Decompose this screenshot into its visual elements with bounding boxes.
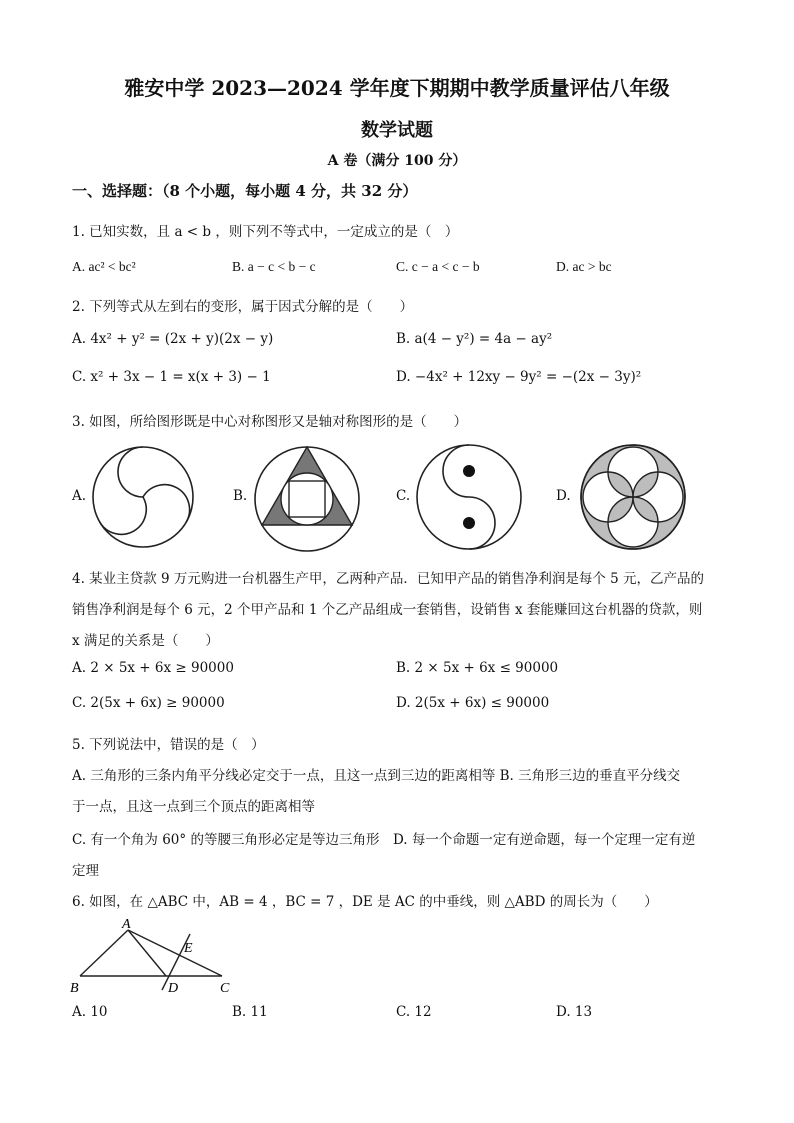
section-heading: 一、选择题：（8 个小题，每小题 4 分，共 32 分） (72, 182, 418, 200)
q3-figure-a (90, 444, 196, 550)
q3-option-c-label: C. (396, 488, 411, 504)
question-4-line-3: x 满足的关系是（ ） (72, 633, 219, 649)
question-2-stem: 2. 下列等式从左到右的变形，属于因式分解的是（ ） (72, 299, 414, 315)
q6-label-b: B (70, 981, 79, 996)
q3-option-b-label: B. (233, 488, 248, 504)
question-1-stem: 1. 已知实数，且 a < b ，则下列不等式中，一定成立的是（ ） (72, 224, 459, 240)
question-4-line-2: 销售净利润是每个 6 元，2 个甲产品和 1 个乙产品组成一套销售，设销售 x 套能赚回这台机器的贷款，则 (72, 602, 703, 618)
question-5-line-3: C. 有一个角为 60° 的等腰三角形必定是等边三角形 D. 每一个命题一定有逆命题，每一个定理一定有逆 (72, 832, 696, 848)
question-5-line-1: A. 三角形的三条内角平分线必定交于一点，且这一点到三边的距离相等 B. 三角形三边的垂直平分线交 (72, 768, 681, 784)
q1-option-c: C. c − a < c − b (396, 259, 480, 274)
q6-option-a: A. 10 (72, 1004, 108, 1020)
q6-label-c: C (220, 981, 230, 996)
subject-title: 数学试题 (361, 120, 433, 141)
q3-figure-b (252, 444, 362, 554)
q6-option-d: D. 13 (556, 1004, 593, 1020)
q6-label-a: A (122, 917, 131, 932)
question-5-line-2: 于一点，且这一点到三个顶点的距离相等 (72, 799, 315, 815)
q1-option-a: A. ac² < bc² (72, 259, 136, 274)
q4-option-b: B. 2 × 5x + 6x ≤ 90000 (396, 660, 559, 676)
q6-option-c: C. 12 (396, 1004, 432, 1020)
q6-label-d: D (168, 981, 179, 996)
q6-option-b: B. 11 (232, 1004, 268, 1020)
page-title: 雅安中学 2023—2024 学年度下期期中教学质量评估八年级 (124, 76, 670, 100)
question-6-stem: 6. 如图，在 △ABC 中，AB = 4 ，BC = 7 ，DE 是 AC 的中垂线，则 △ABD 的周长为（ ） (72, 894, 658, 910)
question-4-line-1: 4. 某业主贷款 9 万元购进一台机器生产甲，乙两种产品．已知甲产品的销售净利润是每个 5 元，乙产品的 (72, 571, 705, 587)
q3-figure-d (578, 442, 688, 552)
question-3-stem: 3. 如图，所给图形既是中心对称图形又是轴对称图形的是（ ） (72, 414, 468, 430)
q2-option-a: A. 4x² + y² = (2x + y)(2x − y) (72, 331, 274, 347)
q3-option-a-label: A. (72, 488, 87, 504)
q4-option-d: D. 2(5x + 6x) ≤ 90000 (396, 695, 550, 711)
q3-figure-c (414, 442, 524, 552)
q1-option-d: D. ac > bc (556, 259, 612, 274)
q6-triangle-figure (68, 914, 244, 996)
q1-option-b: B. a − c < b − c (232, 259, 316, 274)
q2-option-c: C. x² + 3x − 1 = x(x + 3) − 1 (72, 369, 271, 385)
q4-option-a: A. 2 × 5x + 6x ≥ 90000 (72, 660, 234, 676)
q4-option-c: C. 2(5x + 6x) ≥ 90000 (72, 695, 225, 711)
question-5-line-4: 定理 (72, 863, 99, 879)
q2-option-d: D. −4x² + 12xy − 9y² = −(2x − 3y)² (396, 369, 642, 385)
q3-option-d-label: D. (556, 488, 571, 504)
paper-info: A 卷（满分 100 分） (327, 153, 467, 169)
q2-option-b: B. a(4 − y²) = 4a − ay² (396, 331, 553, 347)
question-5-stem: 5. 下列说法中，错误的是（ ） (72, 737, 265, 753)
q6-label-e: E (184, 941, 193, 956)
